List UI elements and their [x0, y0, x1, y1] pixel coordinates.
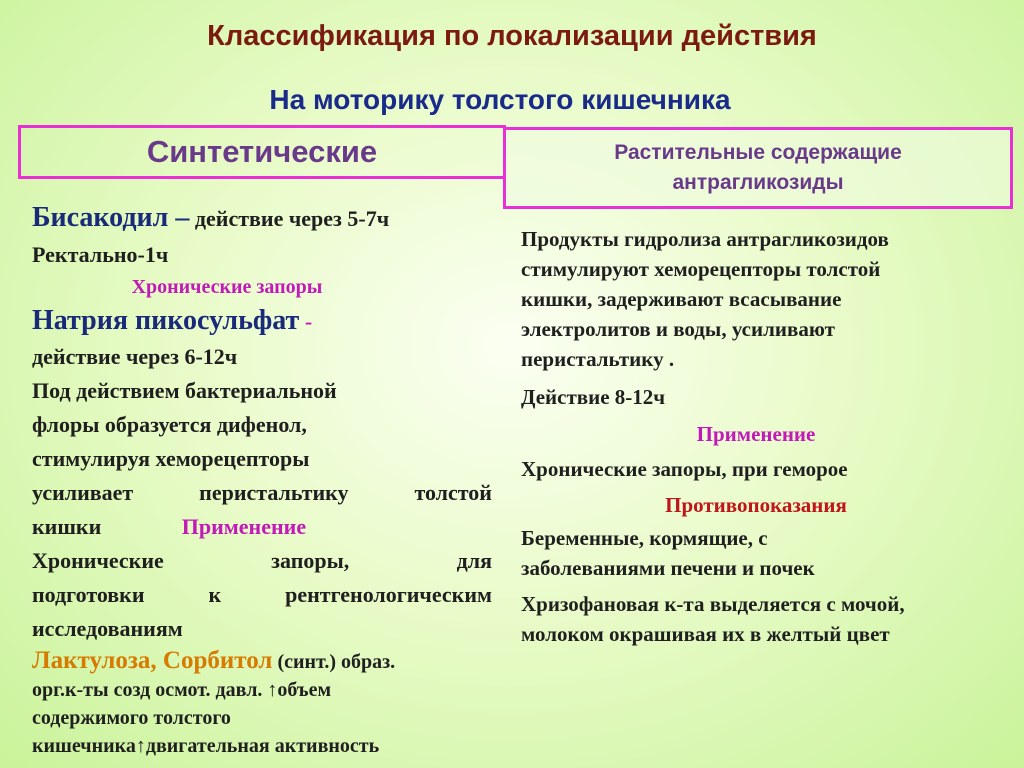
- indications-line-2: [32, 578, 492, 612]
- indications-line-1-word-2: запоры,: [271, 548, 350, 573]
- lactulose-desc-2: орг.к-ты созд осмот. давл. ↑объем: [32, 679, 332, 701]
- desc-line-4-word-1: усиливает: [32, 480, 134, 505]
- desc-line-4-word-2: перистальтику: [199, 480, 349, 505]
- herbal-desc-line-4: электролитов и воды, усиливают: [521, 317, 835, 341]
- desc-line-2: флоры образуется дифенол,: [32, 412, 307, 437]
- lactulose-line: [32, 646, 492, 676]
- lactulose-desc-4: кишечника↑двигательная активность: [32, 735, 380, 757]
- desc-line-5-word: кишки: [32, 514, 102, 539]
- desc-line-5: [32, 510, 492, 544]
- lactulose-desc-1: (синт.) образ.: [272, 651, 396, 673]
- herbal-column: [521, 224, 991, 649]
- desc-line-4-word-3: толстой: [414, 480, 492, 505]
- bisacodyl-action: действие через 5-7ч: [189, 206, 390, 231]
- application-label: Применение: [181, 514, 307, 539]
- herbal-application-text: Хронические запоры, при геморое: [521, 457, 848, 481]
- herbal-desc-line-3: кишки, задерживают всасывание: [521, 287, 842, 311]
- indications-line-1: [32, 544, 492, 578]
- herbal-desc-line-2: стимулируют хеморецепторы толстой: [521, 257, 881, 281]
- note-line-2: молоком окрашивая их в желтый цвет: [521, 622, 890, 646]
- picosulfate-dash: -: [299, 309, 313, 334]
- indications-line-3: исследованиям: [32, 616, 183, 641]
- picosulfate-name: Натрия пикосульфат: [32, 305, 300, 336]
- synthetic-header-label: Синтетические: [146, 134, 378, 169]
- herbal-header-line2: антрагликозиды: [672, 171, 844, 194]
- indications-line-1-word-3: для: [456, 548, 492, 573]
- synthetic-header-box: [18, 125, 506, 179]
- contraindications-header: Противопоказания: [665, 493, 847, 517]
- desc-line-1: Под действием бактериальной: [32, 378, 337, 403]
- desc-line-4: [32, 476, 492, 510]
- bisacodyl-name: Бисакодил –: [32, 202, 190, 233]
- herbal-action: Действие 8-12ч: [521, 385, 666, 409]
- herbal-desc-line-1: Продукты гидролиза антрагликозидов: [521, 227, 889, 251]
- slide-title: Классификация по локализации действия: [207, 20, 817, 52]
- note-line-1: Хризофановая к-та выделяется с мочой,: [521, 592, 905, 616]
- picosulfate-action: действие через 6-12ч: [32, 344, 238, 369]
- lactulose-name: Лактулоза, Сорбитол: [32, 647, 273, 674]
- herbal-header-box: [503, 127, 1013, 209]
- contra-line-1: Беременные, кормящие, с: [521, 526, 768, 550]
- synthetic-column: [32, 198, 492, 760]
- contra-line-2: заболеваниями печени и почек: [521, 556, 815, 580]
- herbal-desc-line-5: перистальтику .: [521, 347, 675, 371]
- picosulfate-line: [32, 302, 492, 340]
- herbal-header-line1: Растительные содержащие: [614, 141, 902, 164]
- indications-line-1-word-1: Хронические: [32, 548, 164, 573]
- indications-line-2-word-1: подготовки: [32, 582, 145, 607]
- indications-line-2-word-3: рентгенологическим: [285, 582, 492, 607]
- slide-subtitle: На моторику толстого кишечника: [269, 84, 731, 115]
- indications-line-2-word-2: к: [208, 582, 222, 607]
- bisacodyl-line: [32, 198, 492, 238]
- rectal-line: Ректально-1ч: [32, 242, 169, 267]
- herbal-application-header: Применение: [696, 422, 816, 446]
- chronic-constipation-label: Хронические запоры: [131, 276, 323, 298]
- lactulose-desc-3: содержимого толстого: [32, 707, 231, 729]
- desc-line-3: стимулируя хеморецепторы: [32, 446, 310, 471]
